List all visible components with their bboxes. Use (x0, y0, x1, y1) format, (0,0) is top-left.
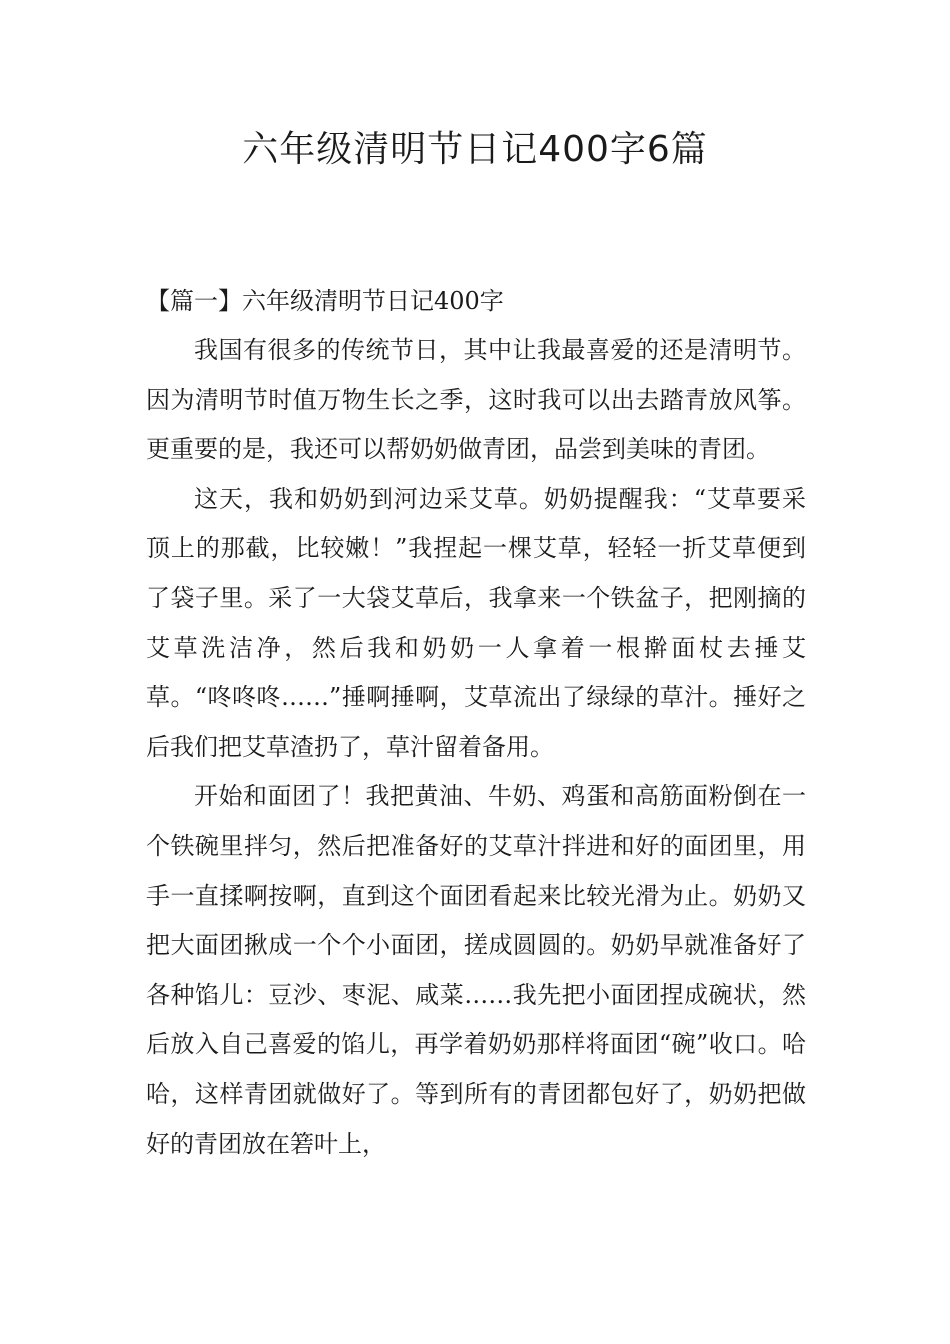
document-title: 六年级清明节日记400字6篇 (242, 129, 708, 170)
paragraph: 我国有很多的传统节日，其中让我最喜爱的还是清明节。因为清明节时值万物生长之季，这时我可以出去踏青放风筝。更重要的是，我还可以帮奶奶做青团，品尝到美味的青团。 (146, 336, 806, 464)
paragraph: 开始和面团了！我把黄油、牛奶、鸡蛋和高筋面粉倒在一个铁碗里拌匀，然后把准备好的艾草汁拌进和好的面团里，用手一直揉啊按啊，直到这个面团看起来比较光滑为止。奶奶又把大面团揪成一个个小面团，搓成圆圆的。奶奶早就准备好了各种馅儿：豆沙、枣泥、咸菜……我先把小面团捏成碗状，然后放入自己喜爱的馅儿，再学着奶奶那样将面团“碗”收口。哈哈，这样青团就做好了。等到所有的青团都包好了，奶奶把做好的青团放在箬叶上， (146, 782, 806, 1158)
paragraph: 这天，我和奶奶到河边采艾草。奶奶提醒我：“艾草要采顶上的那截，比较嫩！”我捏起一棵艾草，轻轻一折艾草便到了袋子里。采了一大袋艾草后，我拿来一个铁盆子，把刚摘的艾草洗洁净，然后我和奶奶一人拿着一根擀面杖去捶艾草。“咚咚咚……”捶啊捶啊，艾草流出了绿绿的草汁。捶好之后我们把艾草渣扔了，草汁留着备用。 (146, 484, 806, 761)
section-heading: 【篇一】六年级清明节日记400字 (146, 287, 504, 315)
document-body (146, 276, 806, 1169)
